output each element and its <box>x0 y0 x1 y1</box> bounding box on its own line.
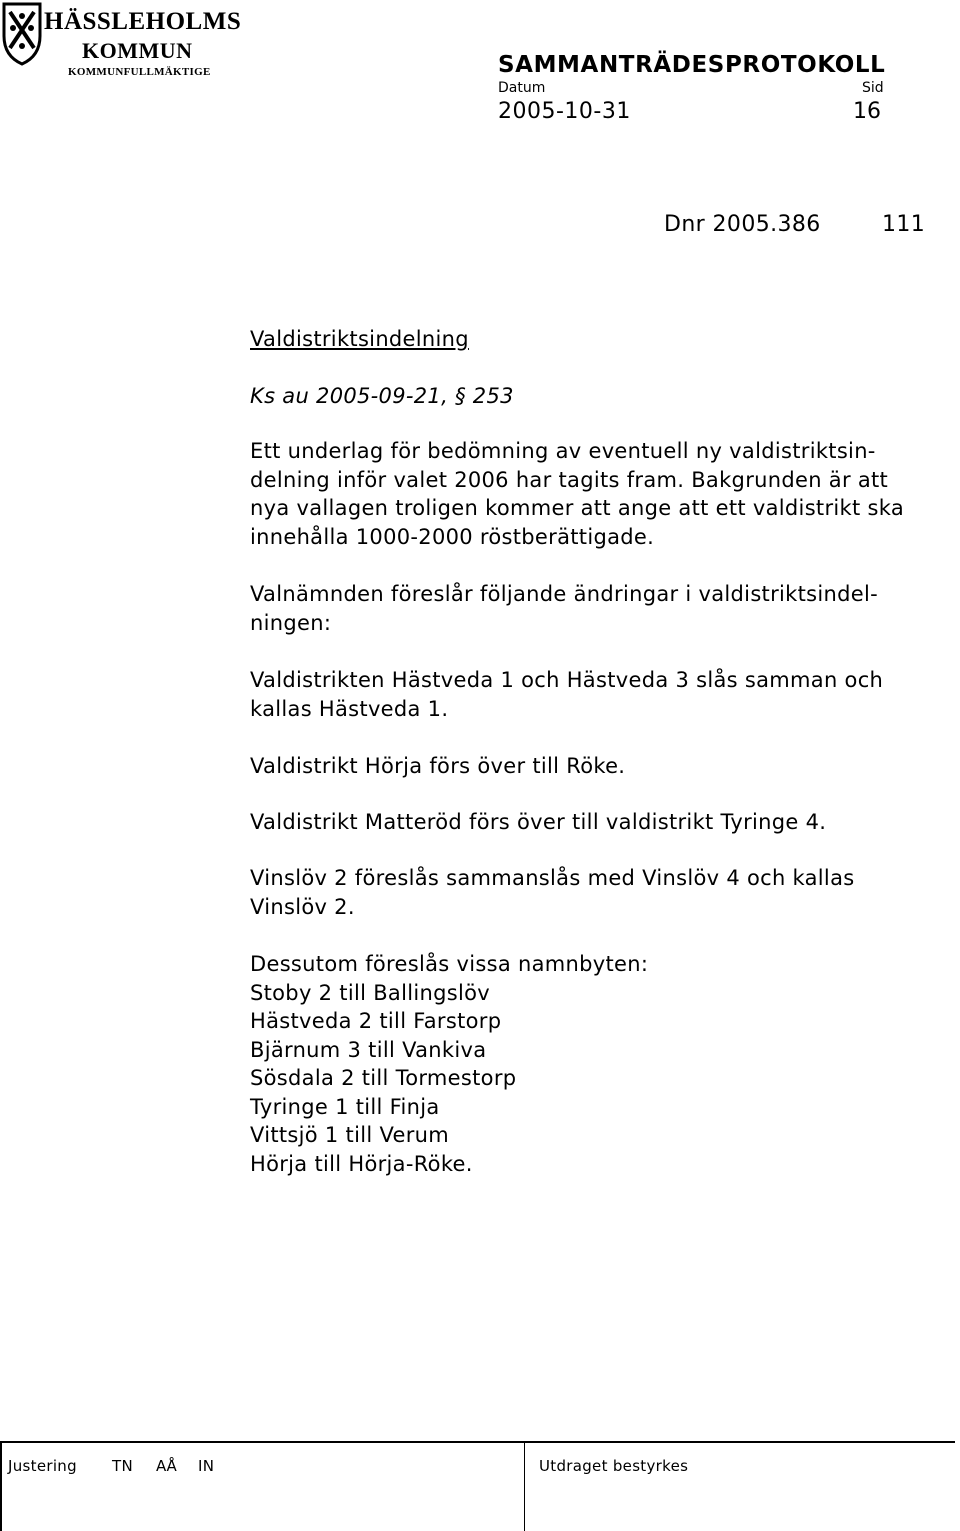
text-line: Dessutom föreslås vissa namnbyten: <box>250 952 649 976</box>
coat-of-arms-icon <box>2 2 42 66</box>
list-item: Vittsjö 1 till Verum <box>250 1123 450 1147</box>
text-line: Valdistrikt Matteröd förs över till valdistrikt Tyringe 4. <box>250 810 827 834</box>
text-line: Ett underlag för bedömning av eventuell ny valdistriktsin- <box>250 439 876 463</box>
paragraph-name-changes <box>250 950 648 1178</box>
text-line: nya vallagen troligen kommer att ange att ett valdistrikt ska <box>250 496 905 520</box>
paragraph-background <box>250 437 904 551</box>
date-value: 2005-10-31 <box>498 99 631 124</box>
list-item: Hästveda 2 till Farstorp <box>250 1009 502 1033</box>
footer-left-border <box>0 1441 2 1531</box>
text-line: Vinslöv 2. <box>250 894 355 919</box>
text-line: Valnämnden föreslår följande ändringar i valdistriktsindel- <box>250 582 879 606</box>
page-number: 16 <box>853 99 881 124</box>
list-item: Hörja till Hörja-Röke. <box>250 1151 473 1176</box>
text-line: innehålla 1000-2000 röstberättigade. <box>250 524 655 549</box>
page-label: Sid <box>862 80 884 96</box>
text-line: Valdistrikt Hörja förs över till Röke. <box>250 754 626 778</box>
signature-initials: TN <box>112 1457 133 1475</box>
logo-text-line1: HÄSSLEHOLMS <box>44 8 242 35</box>
signature-initials: AÅ <box>156 1457 178 1475</box>
text-line: kallas Hästveda 1. <box>250 696 449 721</box>
municipality-logo <box>2 2 242 80</box>
reference-line: Ks au 2005-09-21, § 253 <box>250 384 514 408</box>
logo-text-line2: KOMMUN <box>82 38 193 63</box>
footer-divider <box>0 1441 955 1443</box>
list-item: Sösdala 2 till Tormestorp <box>250 1066 517 1090</box>
text-line: ningen: <box>250 610 332 635</box>
date-label: Datum <box>498 80 546 96</box>
certified-extract-label: Utdraget bestyrkes <box>539 1457 689 1475</box>
text-line: Valdistrikten Hästveda 1 och Hästveda 3 slås samman och <box>250 668 884 692</box>
list-item: Bjärnum 3 till Vankiva <box>250 1037 487 1062</box>
list-item: Tyringe 1 till Finja <box>250 1094 440 1119</box>
paragraph-number: 111 <box>882 212 926 237</box>
paragraph-horja <box>250 752 625 781</box>
justering-label: Justering <box>8 1457 77 1475</box>
document-title: SAMMANTRÄDESPROTOKOLL <box>498 52 886 78</box>
footer-column-divider <box>524 1441 525 1531</box>
list-item: Stoby 2 till Ballingslöv <box>250 980 490 1005</box>
text-line: Vinslöv 2 föreslås sammanslås med Vinslöv 4 och kallas <box>250 866 855 890</box>
case-number: Dnr 2005.386 <box>664 212 821 237</box>
signature-initials: IN <box>198 1457 215 1475</box>
logo-text-line3: KOMMUNFULLMÄKTIGE <box>68 66 211 78</box>
section-heading: Valdistriktsindelning <box>250 327 469 351</box>
paragraph-proposal <box>250 580 878 637</box>
paragraph-matterod <box>250 808 826 837</box>
text-line: delning inför valet 2006 har tagits fram. Bakgrunden är att <box>250 467 889 492</box>
paragraph-hastveda <box>250 666 883 723</box>
paragraph-vinslov <box>250 864 854 921</box>
